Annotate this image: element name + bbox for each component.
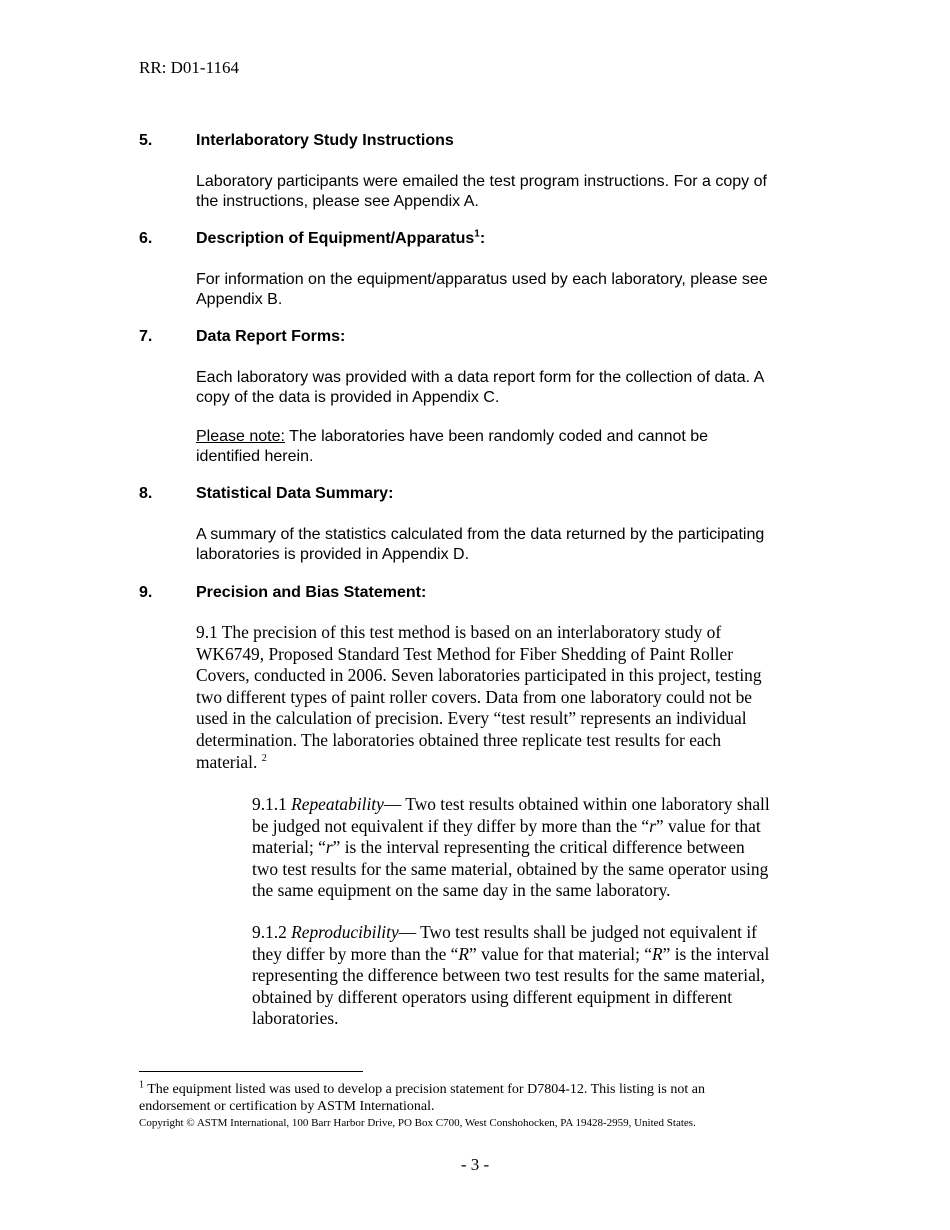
copyright-notice: Copyright © ASTM International, 100 Barr Harbor Drive, PO Box C700, West Conshohocken, PA 19428-2959, United States. — [139, 1117, 696, 1129]
footnote-separator — [139, 1071, 363, 1072]
text-line: For information on the equipment/apparatus used by each laboratory, please see — [196, 271, 768, 288]
section-title: Precision and Bias Statement: — [196, 584, 427, 601]
text-fragment: 9.1.1 — [252, 794, 292, 814]
text-line: endorsement or certification by ASTM International. — [139, 1099, 435, 1114]
text-line: identified herein. — [196, 447, 314, 465]
section-5-body — [196, 172, 821, 211]
text-line: 9.1 The precision of this test method is based on an interlaboratory study of — [196, 622, 722, 642]
footnote-ref: 2 — [261, 752, 267, 764]
footnote-ref: 1 — [474, 228, 480, 240]
note-text: The laboratories have been randomly coded and cannot be — [284, 428, 709, 445]
text-fragment: — Two test results obtained within one laboratory shall — [383, 794, 770, 814]
section-title: Interlaboratory Study Instructions — [196, 132, 454, 149]
section-title: Data Report Forms: — [196, 328, 346, 345]
term-reproducibility: Reproducibility — [291, 922, 399, 942]
section-number: 7. — [139, 328, 153, 345]
text-line — [139, 1081, 799, 1098]
text-line: A summary of the statistics calculated from the data returned by the participating — [196, 526, 765, 543]
text-line: obtained by different operators using different equipment in different — [252, 986, 733, 1007]
text-fragment: they differ by more than the “ — [252, 943, 459, 964]
text-line — [252, 922, 818, 944]
text-line: the instructions, please see Appendix A. — [196, 192, 479, 210]
text-line: two test results for the same material, obtained by the same operator using — [252, 858, 769, 879]
text-fragment: ” value for that material; “ — [469, 943, 652, 964]
text-line: WK6749, Proposed Standard Test Method for Fiber Shedding of Paint Roller — [196, 643, 734, 664]
text-line — [252, 816, 818, 838]
section-title-text: Description of Equipment/Apparatus — [196, 230, 475, 247]
text-line — [196, 427, 821, 447]
text-fragment: 9.1.2 — [252, 922, 292, 942]
text-fragment: ” value for that — [655, 815, 761, 836]
text-fragment: The equipment listed was used to develop a precision statement for D7804-12. This listing is not an — [144, 1082, 705, 1097]
text-line: determination. The laboratories obtained three replicate test results for each — [196, 729, 722, 750]
note-label: Please note: — [196, 428, 285, 445]
symbol-R: R — [652, 943, 663, 964]
section-number: 5. — [139, 132, 153, 149]
section-title-suffix: : — [479, 230, 486, 247]
paragraph-9-1-1 — [252, 794, 818, 902]
document-header-ref: RR: D01-1164 — [139, 58, 239, 77]
text-fragment: material. — [196, 751, 258, 772]
text-line: two different types of paint roller covers. Data from one laboratory could not be — [196, 686, 752, 707]
text-line: used in the calculation of precision. Every “test result” represents an individual — [196, 708, 747, 729]
text-line: laboratories. — [252, 1008, 339, 1029]
section-7-note — [196, 427, 821, 466]
footnote — [139, 1081, 799, 1115]
term-repeatability: Repeatability — [291, 794, 384, 814]
text-fragment: ” is the interval representing the critical difference between — [332, 837, 745, 858]
section-title — [196, 230, 485, 248]
text-line: copy of the data is provided in Appendix C. — [196, 388, 500, 406]
section-6-body — [196, 270, 821, 309]
text-line — [252, 944, 818, 966]
text-fragment: — Two test results shall be judged not equivalent if — [398, 922, 757, 942]
text-line: Appendix B. — [196, 290, 283, 308]
text-line — [252, 794, 818, 816]
symbol-r: r — [325, 837, 333, 858]
text-line: Each laboratory was provided with a data report form for the collection of data. A — [196, 369, 765, 386]
symbol-R: R — [458, 943, 469, 964]
text-line: laboratories is provided in Appendix D. — [196, 545, 470, 563]
text-line: Laboratory participants were emailed the test program instructions. For a copy of — [196, 173, 767, 190]
text-line: the same equipment on the same day in the same laboratory. — [252, 880, 671, 901]
text-fragment: ” is the interval — [662, 943, 770, 964]
paragraph-9-1 — [196, 622, 816, 773]
text-line: representing the difference between two test results for the same material, — [252, 965, 765, 986]
symbol-r: r — [649, 815, 656, 836]
section-number: 8. — [139, 485, 153, 502]
footnote-mark: 1 — [139, 1079, 144, 1091]
text-fragment: material; “ — [252, 837, 326, 858]
text-fragment: be judged not equivalent if they differ by more than the “ — [252, 815, 650, 836]
page-number: - 3 - — [460, 1155, 490, 1174]
text-line — [196, 752, 816, 774]
section-number: 9. — [139, 584, 153, 601]
paragraph-9-1-2 — [252, 922, 818, 1030]
section-title: Statistical Data Summary: — [196, 485, 394, 502]
text-line: Covers, conducted in 2006. Seven laboratories participated in this project, testing — [196, 665, 762, 686]
section-number: 6. — [139, 230, 153, 247]
section-7-body — [196, 368, 821, 407]
text-line — [252, 837, 818, 859]
section-8-body — [196, 525, 821, 564]
